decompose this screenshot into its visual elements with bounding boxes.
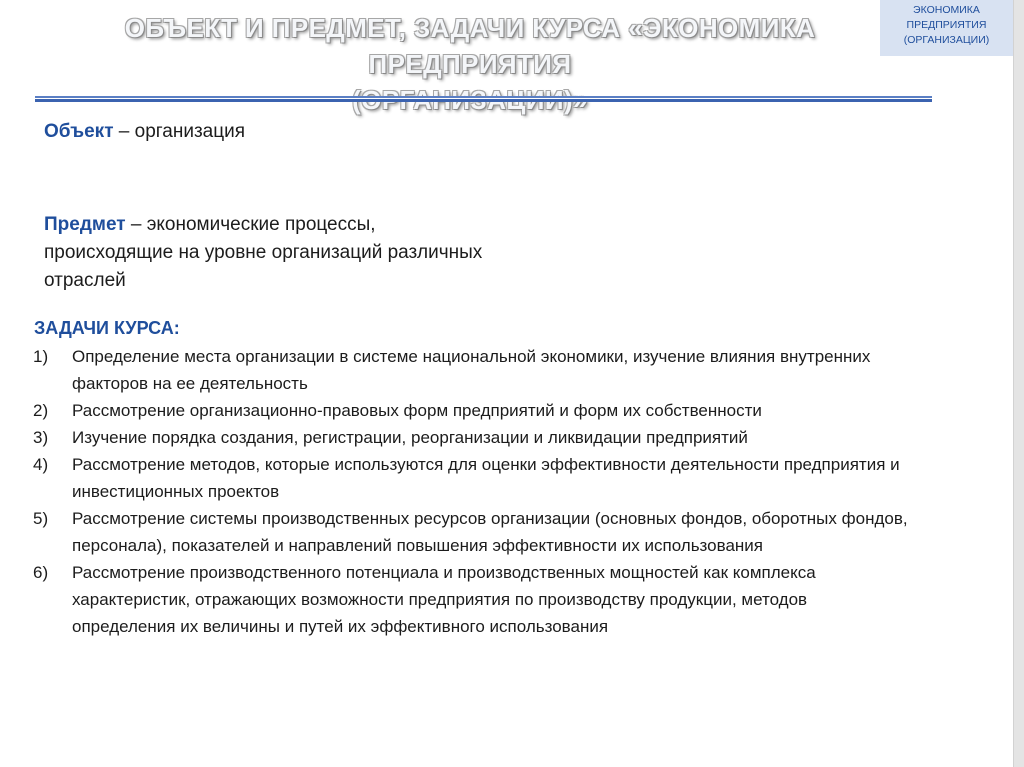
task-text: Рассмотрение организационно-правовых форм предприятий и форм их собственности bbox=[72, 401, 762, 420]
task-item bbox=[33, 559, 913, 640]
task-item bbox=[33, 505, 913, 559]
task-text: Рассмотрение производственного потенциала и производственных мощностей как комплекса характеристик, отражающих возможности предприятия по производству продукции, методов определения их величины и путей их эффективного использования bbox=[72, 563, 816, 636]
task-number: 2) bbox=[33, 401, 49, 420]
object-term: Объект bbox=[44, 121, 114, 142]
task-text: Изучение порядка создания, регистрации, реорганизации и ликвидации предприятий bbox=[72, 428, 748, 447]
task-text: Рассмотрение системы производственных ресурсов организации (основных фондов, оборотных фондов, персонала), показателей и направлений повышения эффективности их использования bbox=[72, 509, 908, 555]
course-badge-line-2: ПРЕДПРИЯТИЯ bbox=[906, 19, 987, 31]
subject-definition bbox=[44, 211, 504, 295]
task-text: Определение места организации в системе национальной экономики, изучение влияния внутренних факторов на ее деятельность bbox=[72, 347, 871, 393]
object-definition bbox=[44, 118, 245, 146]
subject-text: – экономические процессы, происходящие на уровне организаций различных отраслей bbox=[44, 214, 483, 291]
course-badge bbox=[880, 0, 1013, 56]
task-number: 5) bbox=[33, 509, 49, 528]
task-number: 4) bbox=[33, 455, 49, 474]
course-badge-line-3: (ОРГАНИЗАЦИИ) bbox=[903, 34, 990, 46]
tasks-heading: ЗАДАЧИ КУРСА: bbox=[34, 318, 180, 338]
task-item bbox=[33, 343, 913, 397]
title-divider bbox=[35, 96, 932, 102]
task-item bbox=[33, 424, 913, 451]
task-text: Рассмотрение методов, которые используются для оценки эффективности деятельности предприятия и инвестиционных проектов bbox=[72, 455, 900, 501]
course-badge-line-1: ЭКОНОМИКА bbox=[913, 4, 980, 16]
task-item bbox=[33, 397, 913, 424]
slide-right-border bbox=[1013, 0, 1024, 767]
slide-title-line-1: ОБЪЕКТ И ПРЕДМЕТ, ЗАДАЧИ КУРСА «ЭКОНОМИКА ПРЕДПРИЯТИЯ bbox=[124, 13, 816, 79]
object-text: – организация bbox=[113, 121, 246, 142]
tasks-list bbox=[33, 343, 913, 640]
task-number: 3) bbox=[33, 428, 49, 447]
subject-term: Предмет bbox=[44, 214, 126, 235]
task-item bbox=[33, 451, 913, 505]
task-number: 6) bbox=[33, 563, 49, 582]
task-number: 1) bbox=[33, 347, 49, 366]
